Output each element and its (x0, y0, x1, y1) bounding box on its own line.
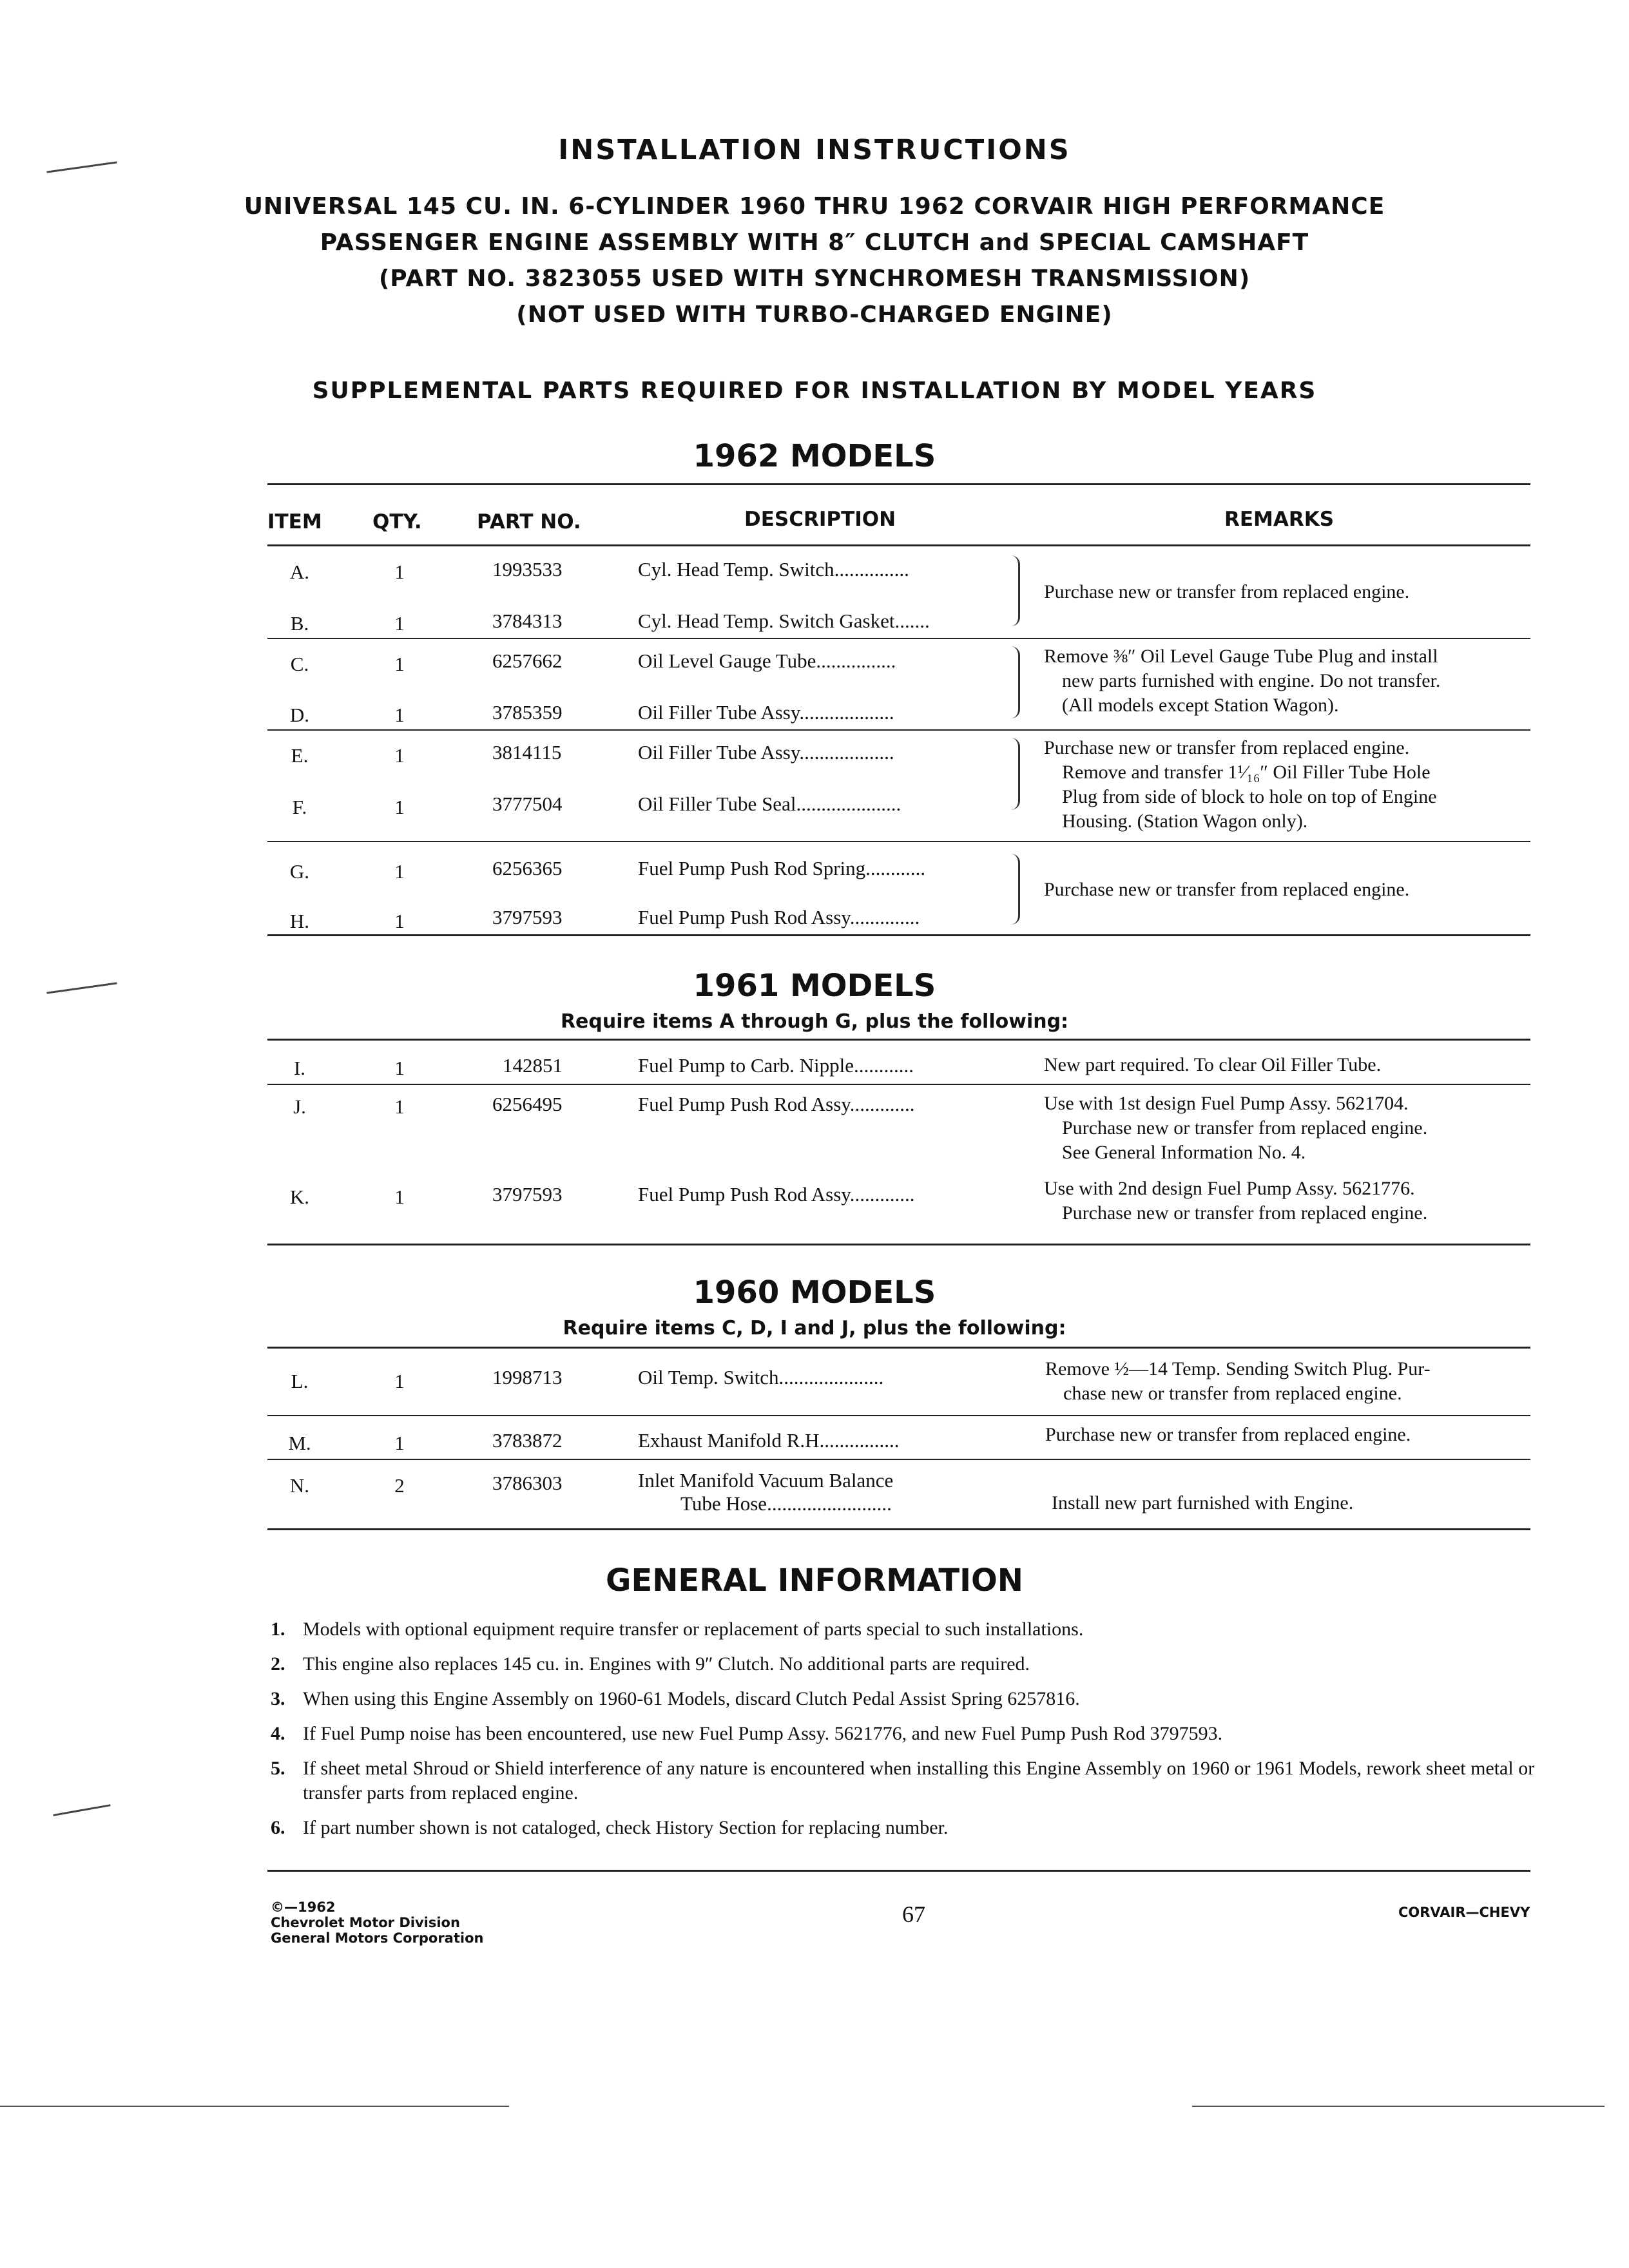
item-number: 1. (271, 1619, 285, 1640)
item-number: 6. (271, 1817, 285, 1838)
qty-cell: 1 (394, 796, 405, 818)
item-text: If part number shown is not cataloged, check History Section for replacing number. (303, 1817, 949, 1838)
qty-cell: 1 (394, 1432, 405, 1454)
remarks-cell: Purchase new or transfer from replaced engine. (1044, 581, 1410, 602)
remarks-cell: Housing. (Station Wagon only). (1062, 811, 1308, 832)
rule (267, 1870, 1530, 1872)
supplemental-heading: SUPPLEMENTAL PARTS REQUIRED FOR INSTALLATION BY MODEL YEARS (312, 378, 1317, 404)
part-cell: 3797593 (492, 1183, 563, 1206)
rule (267, 1039, 1530, 1041)
part-cell: 6257662 (492, 649, 563, 672)
remarks-cell: New part required. To clear Oil Filler Tube. (1044, 1054, 1382, 1075)
general-item (271, 1652, 1547, 1677)
trim-line (0, 2106, 509, 2107)
item-cell: L. (291, 1370, 309, 1392)
description-cell: Oil Level Gauge Tube................ (638, 649, 896, 672)
section-heading-1961: 1961 MODELS (693, 968, 936, 1004)
page-number: 67 (902, 1901, 925, 1927)
part-cell: 1993533 (492, 558, 563, 581)
remarks-cell: Use with 2nd design Fuel Pump Assy. 5621776. (1044, 1178, 1415, 1199)
general-item (271, 1617, 1547, 1642)
item-text: Models with optional equipment require transfer or replacement of parts special to such installations. (303, 1619, 1084, 1640)
rule (267, 1244, 1530, 1245)
section-heading-1960: 1960 MODELS (693, 1274, 936, 1311)
subtitle-line: UNIVERSAL 145 CU. IN. 6-CYLINDER 1960 THRU 1962 CORVAIR HIGH PERFORMANCE (244, 193, 1385, 220)
item-cell: D. (289, 704, 310, 726)
qty-cell: 2 (394, 1474, 405, 1497)
item-cell: H. (289, 910, 310, 932)
section-heading-1962: 1962 MODELS (693, 438, 936, 474)
qty-cell: 1 (394, 744, 405, 767)
item-cell: M. (288, 1432, 311, 1454)
description-cell: Cyl. Head Temp. Switch............... (638, 558, 909, 581)
qty-cell: 1 (394, 860, 405, 883)
description-cell: Fuel Pump Push Rod Assy............. (638, 1093, 915, 1115)
remarks-cell: Purchase new or transfer from replaced engine. (1045, 1424, 1411, 1445)
item-number: 4. (271, 1723, 285, 1744)
part-cell: 1998713 (492, 1366, 563, 1389)
description-cell: Inlet Manifold Vacuum Balance (638, 1469, 894, 1492)
part-cell: 3814115 (492, 741, 562, 764)
item-number: 3. (271, 1688, 285, 1709)
part-cell: 142851 (503, 1054, 563, 1077)
part-cell: 3785359 (492, 701, 563, 724)
general-item (271, 1687, 1547, 1711)
item-cell: J. (293, 1095, 306, 1118)
description-cell: Fuel Pump Push Rod Spring............ (638, 857, 926, 879)
column-header-remarks: REMARKS (1224, 508, 1335, 531)
item-text: If sheet metal Shroud or Shield interference of any nature is encountered when installing this Engine Assembly on 1960 or 1961 Models, rework sheet metal or transfer parts from replaced engine. (303, 1758, 1535, 1803)
item-text: If Fuel Pump noise has been encountered, use new Fuel Pump Assy. 5621776, and new Fuel Pump Push Rod 3797593. (303, 1723, 1223, 1744)
rule (267, 1084, 1530, 1085)
footer-right: CORVAIR—CHEVY (1398, 1905, 1530, 1920)
description-cell: Oil Temp. Switch..................... (638, 1366, 884, 1389)
description-cell: Oil Filler Tube Assy................... (638, 741, 894, 764)
part-cell: 6256365 (492, 857, 563, 879)
column-header-description: DESCRIPTION (744, 508, 896, 531)
subtitle-line: PASSENGER ENGINE ASSEMBLY WITH 8″ CLUTCH and SPECIAL CAMSHAFT (320, 229, 1309, 256)
rule (267, 1528, 1530, 1530)
trim-line (1192, 2106, 1605, 2107)
column-header-item: ITEM (267, 510, 322, 533)
item-cell: E. (291, 744, 309, 767)
qty-cell: 1 (394, 704, 405, 726)
remarks-cell: See General Information No. 4. (1062, 1142, 1306, 1163)
qty-cell: 1 (394, 1095, 405, 1118)
item-number: 2. (271, 1653, 285, 1675)
qty-cell: 1 (394, 910, 405, 932)
remarks-cell: Plug from side of block to hole on top of Engine (1062, 786, 1437, 807)
remarks-cell: Use with 1st design Fuel Pump Assy. 5621704. (1044, 1093, 1409, 1114)
part-cell: 3783872 (492, 1429, 563, 1452)
rule (267, 841, 1530, 842)
footer-corporation: General Motors Corporation (271, 1930, 484, 1946)
remarks-cell: (All models except Station Wagon). (1062, 695, 1339, 716)
rule (267, 544, 1530, 546)
qty-cell: 1 (394, 1057, 405, 1079)
description-cell: Exhaust Manifold R.H................ (638, 1429, 900, 1452)
description-cell: Tube Hose......................... (680, 1492, 892, 1515)
item-cell: B. (290, 612, 309, 635)
footer-division: Chevrolet Motor Division (271, 1915, 460, 1930)
qty-cell: 1 (394, 1370, 405, 1392)
description-cell: Fuel Pump to Carb. Nipple............ (638, 1054, 914, 1077)
rule (267, 934, 1530, 936)
part-cell: 6256495 (492, 1093, 563, 1115)
section-requirement: Require items A through G, plus the following: (560, 1010, 1069, 1033)
description-cell: Fuel Pump Push Rod Assy............. (638, 1183, 915, 1206)
item-cell: G. (289, 860, 310, 883)
description-cell: Fuel Pump Push Rod Assy.............. (638, 906, 920, 928)
remarks-cell: Purchase new or transfer from replaced engine. (1044, 879, 1410, 900)
brace (1010, 646, 1020, 718)
item-cell: I. (293, 1057, 306, 1079)
rule (267, 638, 1530, 639)
remarks-cell: Purchase new or transfer from replaced engine. (1062, 1202, 1428, 1224)
subtitle-line: (NOT USED WITH TURBO-CHARGED ENGINE) (516, 302, 1113, 328)
brace (1010, 555, 1020, 626)
rule (267, 729, 1530, 731)
description-cell: Cyl. Head Temp. Switch Gasket....... (638, 610, 930, 632)
part-cell: 3797593 (492, 906, 563, 928)
item-number: 5. (271, 1758, 285, 1779)
item-cell: C. (290, 653, 309, 675)
qty-cell: 1 (394, 653, 405, 675)
qty-cell: 1 (394, 1186, 405, 1208)
brace (1010, 738, 1020, 810)
rule (267, 1347, 1530, 1349)
item-cell: F. (292, 796, 307, 818)
part-cell: 3784313 (492, 610, 563, 632)
general-item (271, 1816, 1547, 1840)
column-header-part: PART NO. (477, 510, 581, 533)
rule (267, 1459, 1530, 1460)
page-title: INSTALLATION INSTRUCTIONS (558, 134, 1071, 166)
qty-cell: 1 (394, 561, 405, 583)
description-cell: Oil Filler Tube Assy................... (638, 701, 894, 724)
general-item (271, 1756, 1579, 1805)
part-cell: 3777504 (492, 793, 563, 815)
footer-copyright: ©—1962 (271, 1899, 336, 1915)
description-cell: Oil Filler Tube Seal..................... (638, 793, 901, 815)
margin-mark (53, 1804, 110, 1816)
remarks-cell: Purchase new or transfer from replaced engine. (1062, 1117, 1428, 1139)
column-header-qty: QTY. (372, 510, 422, 533)
remarks-cell: Remove and transfer 1¹⁄₁₆″ Oil Filler Tube Hole (1062, 762, 1431, 783)
remarks-cell: chase new or transfer from replaced engine. (1063, 1383, 1402, 1404)
section-requirement: Require items C, D, I and J, plus the following: (563, 1317, 1066, 1340)
remarks-cell: new parts furnished with engine. Do not transfer. (1062, 670, 1441, 691)
rule (267, 483, 1530, 485)
remarks-cell: Remove ⅜″ Oil Level Gauge Tube Plug and install (1044, 646, 1438, 667)
item-text: When using this Engine Assembly on 1960-61 Models, discard Clutch Pedal Assist Spring 6257816. (303, 1688, 1080, 1709)
remarks-cell: Remove ½—14 Temp. Sending Switch Plug. Pur- (1045, 1358, 1431, 1379)
subtitle-line: (PART NO. 3823055 USED WITH SYNCHROMESH TRANSMISSION) (378, 265, 1251, 292)
rule (267, 1415, 1530, 1416)
item-cell: A. (289, 561, 310, 583)
item-text: This engine also replaces 145 cu. in. Engines with 9″ Clutch. No additional parts are required. (303, 1653, 1030, 1675)
item-cell: N. (289, 1474, 310, 1497)
general-item (271, 1722, 1547, 1746)
part-cell: 3786303 (492, 1472, 563, 1494)
general-information-heading: GENERAL INFORMATION (606, 1562, 1023, 1599)
qty-cell: 1 (394, 612, 405, 635)
item-cell: K. (289, 1186, 310, 1208)
brace (1010, 854, 1020, 925)
remarks-cell: Install new part furnished with Engine. (1052, 1492, 1354, 1514)
remarks-cell: Purchase new or transfer from replaced engine. (1044, 737, 1410, 758)
